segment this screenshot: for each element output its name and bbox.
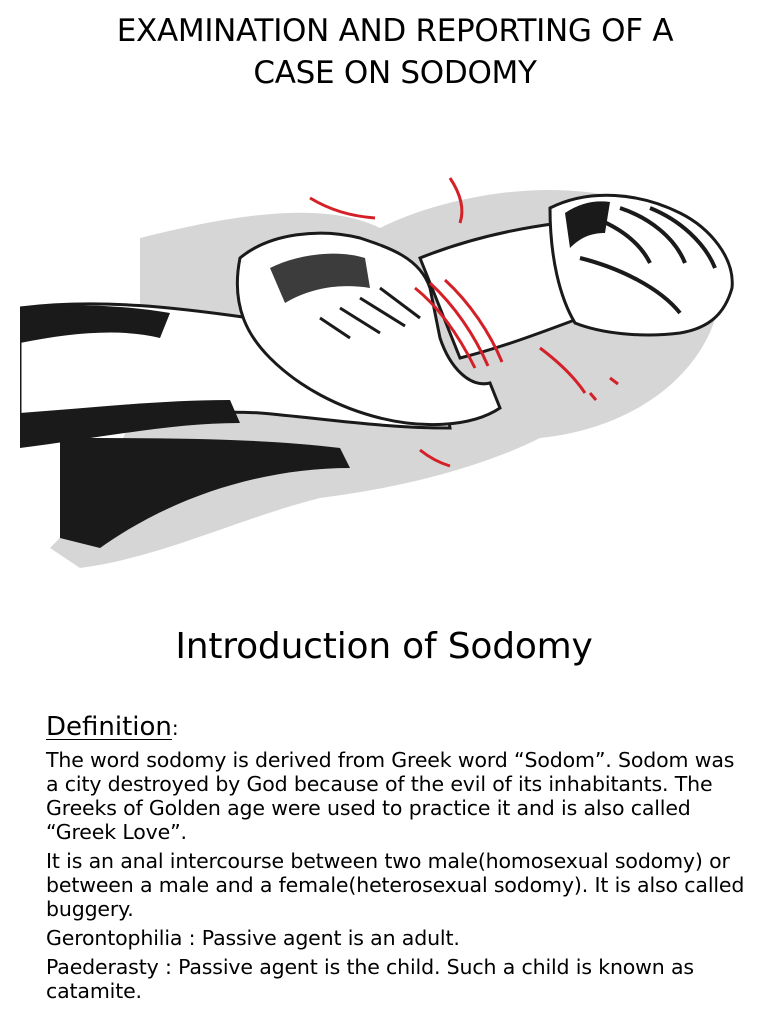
slide-title — [40, 10, 750, 94]
paragraph-paederasty: Paederasty : Passive agent is the child. Such a child is known as catamite. — [46, 955, 694, 1003]
definition-body — [46, 748, 746, 1008]
title-line-2: CASE ON SODOMY — [253, 55, 537, 91]
definition-colon: : — [171, 716, 179, 740]
paragraph-gerontophilia: Gerontophilia : Passive agent is an adult. — [46, 926, 460, 950]
page-title: Introduction of Sodomy — [175, 626, 593, 667]
title-line-1: EXAMINATION AND REPORTING OF A — [116, 13, 674, 49]
paragraph-origin: The word sodomy is derived from Greek word “Sodom”. Sodom was a city destroyed by God because of the evil of its inhabitants. The Greeks of Golden age were used to practice it and is also called “Greek Love”. — [46, 748, 735, 844]
definition-label: Definition — [46, 712, 172, 742]
definition-heading — [46, 709, 179, 746]
paragraph-meaning: It is an anal intercourse between two male(homosexual sodomy) or between a male and a female(heterosexual sodomy). It is also called buggery. — [46, 849, 745, 921]
hand-gripping-wrist-illustration — [20, 138, 738, 578]
